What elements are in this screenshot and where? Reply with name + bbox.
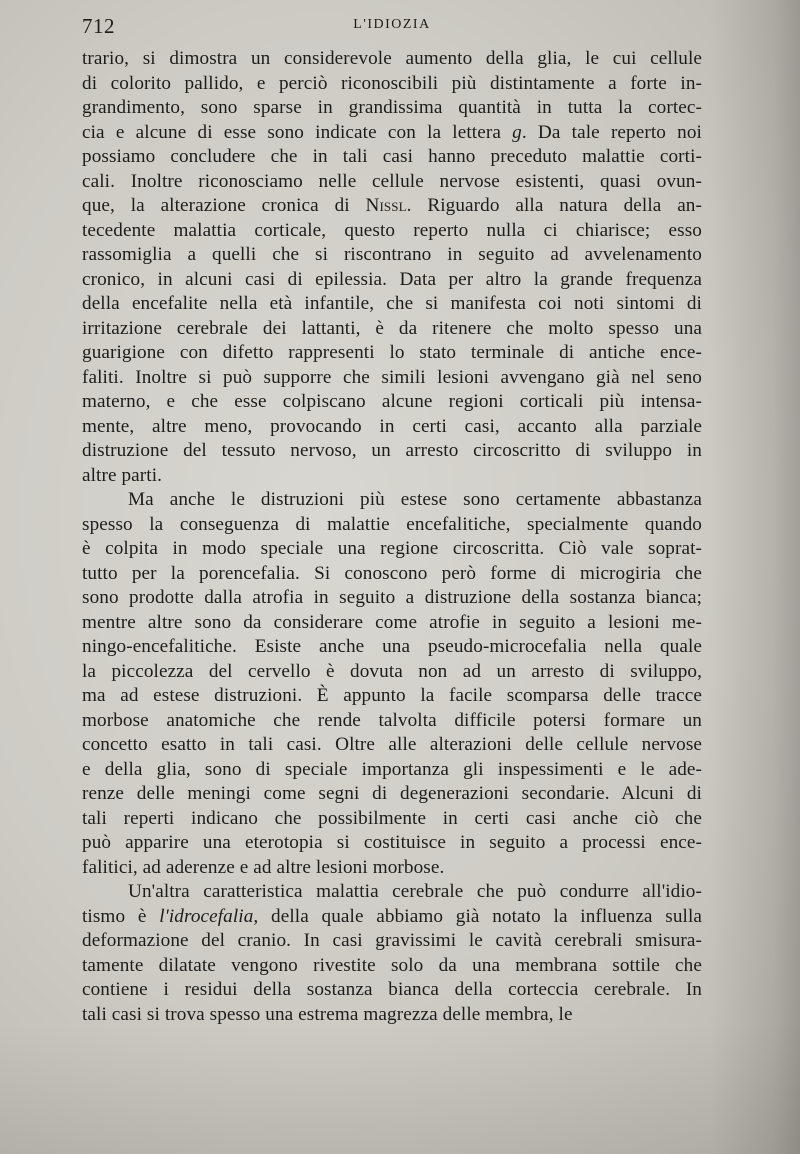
text-line: altre parti. [82,464,163,486]
text-line: tali casi si trova spesso una estrema magrezza delle membra, le [82,1003,573,1025]
page-bottom-shadow [0,1024,800,1154]
text-line: trario, si dimostra un considerevole aumento della glia, le cui cellule [82,48,702,69]
text-line: Ma anche le distruzioni più estese sono certamente abbastanza [128,489,702,510]
text-line: mente, altre meno, provocando in certi casi, accanto alla parziale [82,415,702,437]
text-line: tecedente malattia corticale, questo reperto nulla ci chiarisce; esso [82,219,702,241]
text-line: tamente dilatate vengono rivestite solo da una membrana sottile che [82,954,702,976]
text-line: della encefalite nella età infantile, che si manifesta coi noti sintomi di [82,293,702,314]
text-line: sono prodotte dalla atrofia in seguito a distruzione della sostanza bianca; [82,587,702,608]
text-line: morbose anatomiche che rende talvolta difficile potersi formare un [82,709,702,731]
text-line: di colorito pallido, e perciò riconoscibili più distintamente a forte in- [82,72,702,94]
text-line: distruzione del tessuto nervoso, un arresto circoscritto di sviluppo in [82,440,702,461]
text-line: irritazione cerebrale dei lattanti, è da ritenere che molto spesso una [82,317,702,339]
paragraph [82,880,702,1027]
text-line: cali. Inoltre riconosciamo nelle cellule nervose esistenti, quasi ovun- [82,170,702,192]
text-line: que, la alterazione cronica di Nissl. Riguardo alla natura della an- [82,195,702,216]
text-line: è colpita in modo speciale una regione circoscritta. Ciò vale soprat- [82,538,702,559]
page-header [82,14,702,44]
paragraph [82,488,702,880]
text-line: renze delle meningi come segni di degenerazioni secondarie. Alcuni di [82,783,702,804]
page-number: 712 [82,14,115,38]
text-line: ningo-encefalitiche. Esiste anche una pseudo-microcefalia nella quale [82,636,702,657]
text-line: spesso la conseguenza di malattie encefalitiche, specialmente quando [82,513,702,535]
text-line: mentre altre sono da considerare come atrofie in seguito a lesioni me- [82,611,702,633]
text-line: deformazione del cranio. In casi gravissimi le cavità cerebrali smisura- [82,930,702,951]
text-line: e della glia, sono di speciale importanza gli inspessimenti e le ade- [82,758,702,780]
text-line: tismo è l'idrocefalia, della quale abbiamo già notato la influenza sulla [82,905,703,927]
running-head: L'IDIOZIA [353,17,431,32]
text-line: può apparire una eterotopia si costituisce in seguito a processi ence- [82,832,702,853]
text-line: materno, e che esse colpiscano alcune regioni corticali più intensa- [82,391,702,412]
text-line: Un'altra caratteristica malattia cerebrale che può condurre all'idio- [128,881,702,902]
paragraph [82,47,702,488]
text-line: guarigione con difetto rappresenti lo stato terminale di antiche ence- [82,342,702,363]
text-line: falitici, ad aderenze e ad altre lesioni morbose. [82,856,445,878]
text-line: la piccolezza del cervello è dovuta non ad un arresto di sviluppo, [82,660,702,682]
page-edge-shadow [710,0,800,1154]
text-line: rassomiglia a quelli che si riscontrano in seguito ad avvelenamento [82,244,702,265]
text-line: cia e alcune di esse sono indicate con la lettera g. Da tale reperto noi [82,121,702,143]
text-line: grandimento, sono sparse in grandissima quantità in tutta la cortec- [82,97,702,118]
text-line: ma ad estese distruzioni. È appunto la facile scomparsa delle tracce [82,685,702,706]
text-line: tali reperti indicano che possibilmente in certi casi anche ciò che [82,807,702,829]
text-line: tutto per la porencefalia. Si conoscono però forme di microgiria che [82,562,702,584]
text-line: concetto esatto in tali casi. Oltre alle alterazioni delle cellule nervose [82,734,702,755]
text-line: cronico, in alcuni casi di epilessia. Data per altro la grande frequenza [82,268,702,290]
text-line: possiamo concludere che in tali casi hanno preceduto malattie corti- [82,146,702,167]
text-line: contiene i residui della sostanza bianca della corteccia cerebrale. In [82,979,702,1000]
text-line: faliti. Inoltre si può supporre che simili lesioni avvengano già nel seno [82,366,702,388]
body-text [82,47,702,1027]
